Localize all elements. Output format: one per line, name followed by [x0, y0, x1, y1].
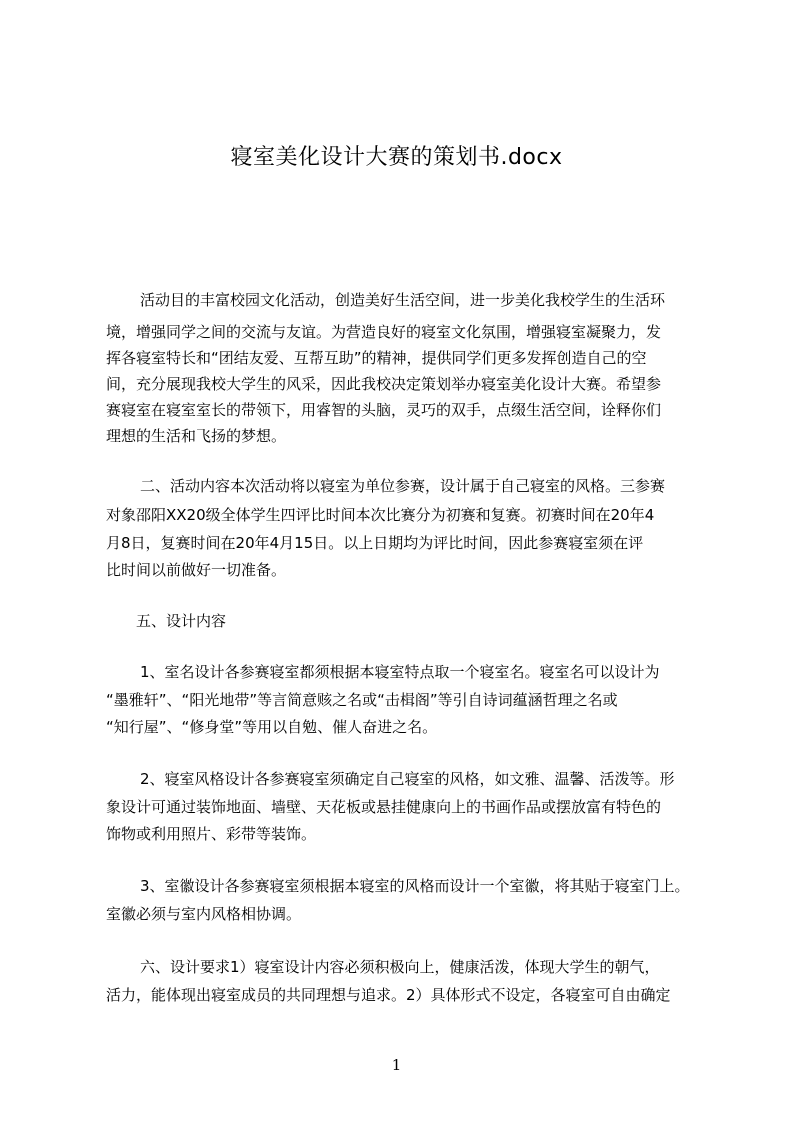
document-title: 寝室美化设计大赛的策划书.docx — [230, 145, 563, 170]
paragraph-line: 象设计可通过装饰地面、墙壁、天花板或悬挂健康向上的书画作品或摆放富有特色的 — [106, 798, 662, 816]
paragraph-line: 境，增强同学之间的交流与友谊。为营造良好的寝室文化氛围，增强寝室凝聚力，发 — [106, 323, 662, 341]
paragraph-line: 二、活动内容本次活动将以寝室为单位参赛，设计属于自己寝室的风格。三参赛 — [140, 477, 666, 495]
paragraph-line: 2、寝室风格设计各参赛寝室须确定自己寝室的风格，如文雅、温馨、活泼等。形 — [140, 770, 675, 788]
paragraph-line: 对象邵阳XX20级全体学生四评比时间本次比赛分为初赛和复赛。初赛时间在20年4 — [106, 506, 655, 524]
paragraph-line: 比时间以前做好一切准备。 — [106, 561, 287, 579]
paragraph-line: 1、室名设计各参赛寝室都须根据本寝室特点取一个寝室名。寝室名可以设计为 — [140, 663, 660, 681]
paragraph-line: 3、室徽设计各参赛寝室须根据本寝室的风格而设计一个室徽，将其贴于寝室门上。 — [140, 877, 690, 895]
paragraph-line: 理想的生活和飞扬的梦想。 — [106, 427, 287, 445]
paragraph-line: 活力，能体现出寝室成员的共同理想与追求。2）具体形式不设定，各寝室可自由确定 — [106, 986, 671, 1004]
paragraph-line: 挥各寝室特长和“团结友爱、互帮互助”的精神，提供同学们更多发挥创造自己的空 — [106, 349, 647, 367]
paragraph-line: “墨雅轩”、“阳光地带”等言简意赅之名或“击楫阁”等引自诗词蕴涵哲理之名或 — [106, 691, 618, 709]
page-number: 1 — [391, 1056, 402, 1074]
paragraph-line: 室徽必须与室内风格相协调。 — [106, 905, 302, 923]
paragraph-line: 六、设计要求1）寝室设计内容必须积极向上，健康活泼，体现大学生的朝气， — [140, 958, 660, 976]
section-heading: 五、设计内容 — [136, 612, 227, 630]
paragraph-line: 赛寝室在寝室室长的带领下，用睿智的头脑，灵巧的双手，点缀生活空间，诠释你们 — [106, 401, 662, 419]
paragraph-line: 间，充分展现我校大学生的风采，因此我校决定策划举办寝室美化设计大赛。希望参 — [106, 375, 662, 393]
paragraph-line: 活动目的丰富校园文化活动，创造美好生活空间，进一步美化我校学生的生活环 — [140, 291, 666, 309]
paragraph-line: “知行屋”、“修身堂”等用以自勉、催人奋进之名。 — [106, 718, 438, 736]
paragraph-line: 饰物或利用照片、彩带等装饰。 — [106, 825, 317, 843]
paragraph-line: 月8日，复赛时间在20年4月15日。以上日期均为评比时间，因此参赛寝室须在评 — [106, 534, 644, 552]
